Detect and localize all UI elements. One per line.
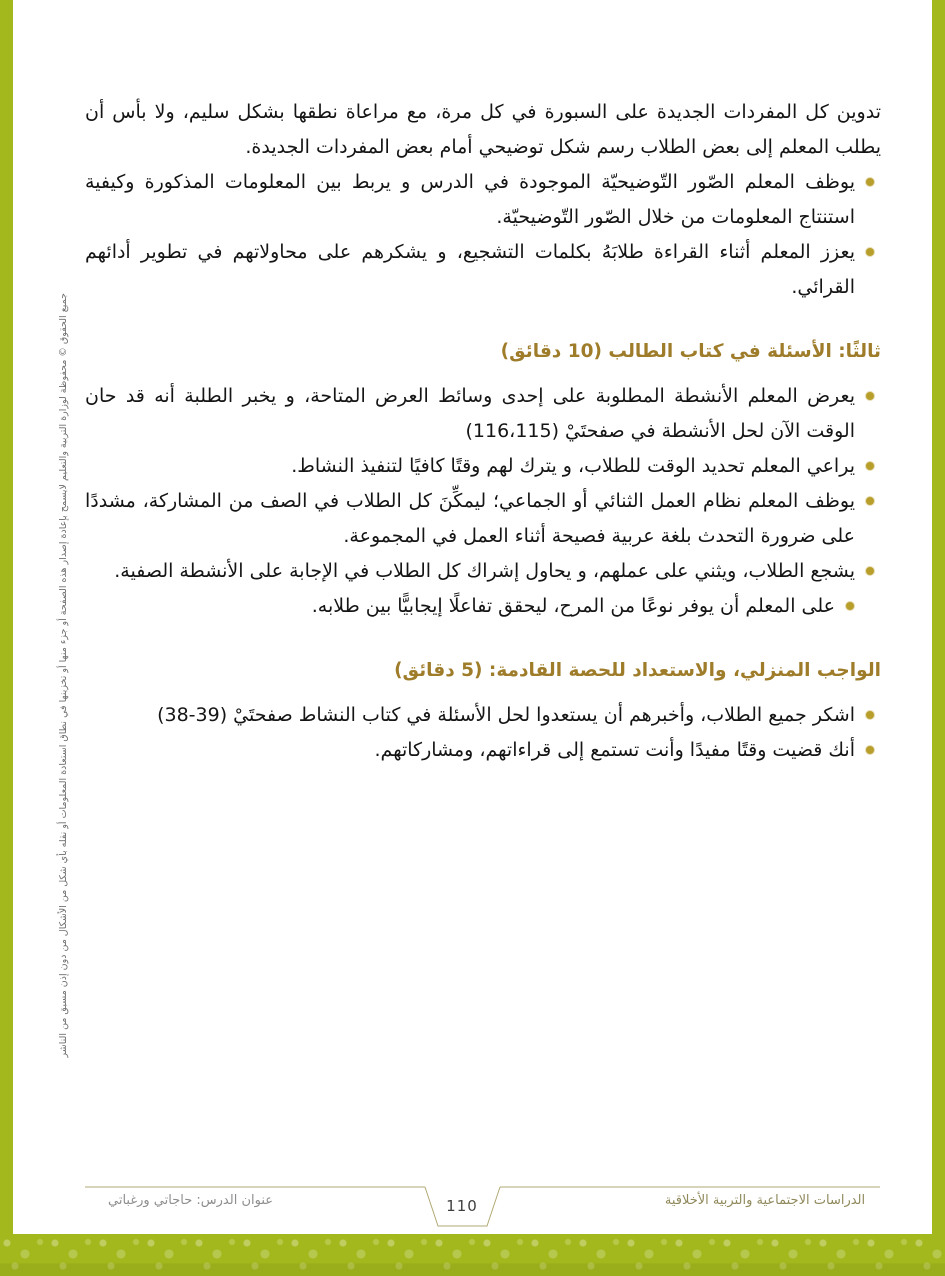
list-item: [85, 484, 881, 554]
list-item-text: يوظف المعلم نظام العمل الثنائي أو الجماعي؛ ليمكِّنَ كل الطلاب في الصف من المشاركة، مشددًا على ضرورة التحدث بلغة عربية فصيحة أثناء العمل في المجموعة.: [85, 490, 855, 547]
footer-subject-title: الدراسات الاجتماعية والتربية الأخلاقية: [664, 1193, 866, 1208]
list-item: [85, 554, 881, 589]
list-item: [85, 733, 881, 768]
list-item-text: يعزز المعلم أثناء القراءة طلابَهُ بكلمات التشجيع، و يشكرهم على محاولاتهم في تطوير أدائهم القرائي.: [85, 241, 855, 298]
bottom-pattern-band: [0, 1234, 945, 1276]
bullet-icon: [866, 178, 874, 186]
list-item-text: يعرض المعلم الأنشطة المطلوبة على إحدى وسائط العرض المتاحة، و يخبر الطلبة أنه قد حان الوقت الآن لحل الأنشطة في صفحتَيْ (116،115): [85, 385, 855, 442]
copyright-vertical-text: جميع الحقوق © محفوظة لوزارة التربية والتعليم لايسمح بإعادة إصدار هذه الصفحة أو جزء منها أو تخزينها في نطاق استعادة المعلومات أو نقله بأي شكل من الأشكال من دون إذن مسبق من الناشر: [58, 293, 69, 1058]
bullet-icon: [866, 711, 874, 719]
list-item: [85, 698, 881, 733]
list-item: [85, 165, 881, 235]
bullet-icon: [866, 497, 874, 505]
list-item: [85, 449, 881, 484]
bullet-icon: [866, 462, 874, 470]
list-item: [85, 379, 881, 449]
list-item-text: أنك قضيت وقتًا مفيدًا وأنت تستمع إلى قراءاتهم، ومشاركاتهم.: [374, 739, 855, 761]
teacher-notes-list: [85, 165, 881, 305]
list-item-text: يوظف المعلم الصّور التّوضيحيّة الموجودة في الدرس و يربط بين المعلومات المذكورة وكيفية استنتاج المعلومات من خلال الصّور التّوضيحيّة.: [85, 171, 855, 228]
list-item-text: يشجع الطلاب، ويثني على عملهم، و يحاول إشراك كل الطلاب في الإجابة على الأنشطة الصفية.: [114, 560, 855, 582]
bullet-icon: [866, 392, 874, 400]
questions-list: [85, 379, 881, 624]
bullet-icon: [866, 746, 874, 754]
right-green-border: [932, 0, 945, 1276]
bullet-icon: [866, 248, 874, 256]
left-green-border: [0, 0, 13, 1276]
list-item-text: اشكر جميع الطلاب، وأخبرهم أن يستعدوا لحل الأسئلة في كتاب النشاط صفحتَيْ (39-38): [157, 704, 855, 726]
section-heading-questions: ثالثًا: الأسئلة في كتاب الطالب (10 دقائق): [500, 341, 881, 362]
section-heading-homework: الواجب المنزلي، والاستعداد للحصة القادمة: (5 دقائق): [394, 660, 881, 681]
intro-paragraph: تدوين كل المفردات الجديدة على السبورة في كل مرة، مع مراعاة نطقها بشكل سليم، ولا بأس أن يطلب المعلم إلى بعض الطلاب رسم شكل توضيحي أمام بعض المفردات الجديدة.: [85, 101, 881, 158]
page-number: 110: [446, 1197, 478, 1215]
bullet-icon: [866, 567, 874, 575]
sub-list-item: [85, 589, 861, 624]
bullet-icon: [846, 602, 854, 610]
main-content: [85, 95, 881, 768]
list-item: [85, 235, 881, 305]
homework-list: [85, 698, 881, 768]
list-item-text: يراعي المعلم تحديد الوقت للطلاب، و يترك لهم وقتًا كافيًا لتنفيذ النشاط.: [291, 455, 855, 477]
footer-lesson-title: عنوان الدرس: حاجاتي ورغباتي: [107, 1193, 273, 1208]
list-item-text: على المعلم أن يوفر نوعًا من المرح، ليحقق تفاعلًا إيجابيًّا بين طلابه.: [311, 595, 835, 617]
